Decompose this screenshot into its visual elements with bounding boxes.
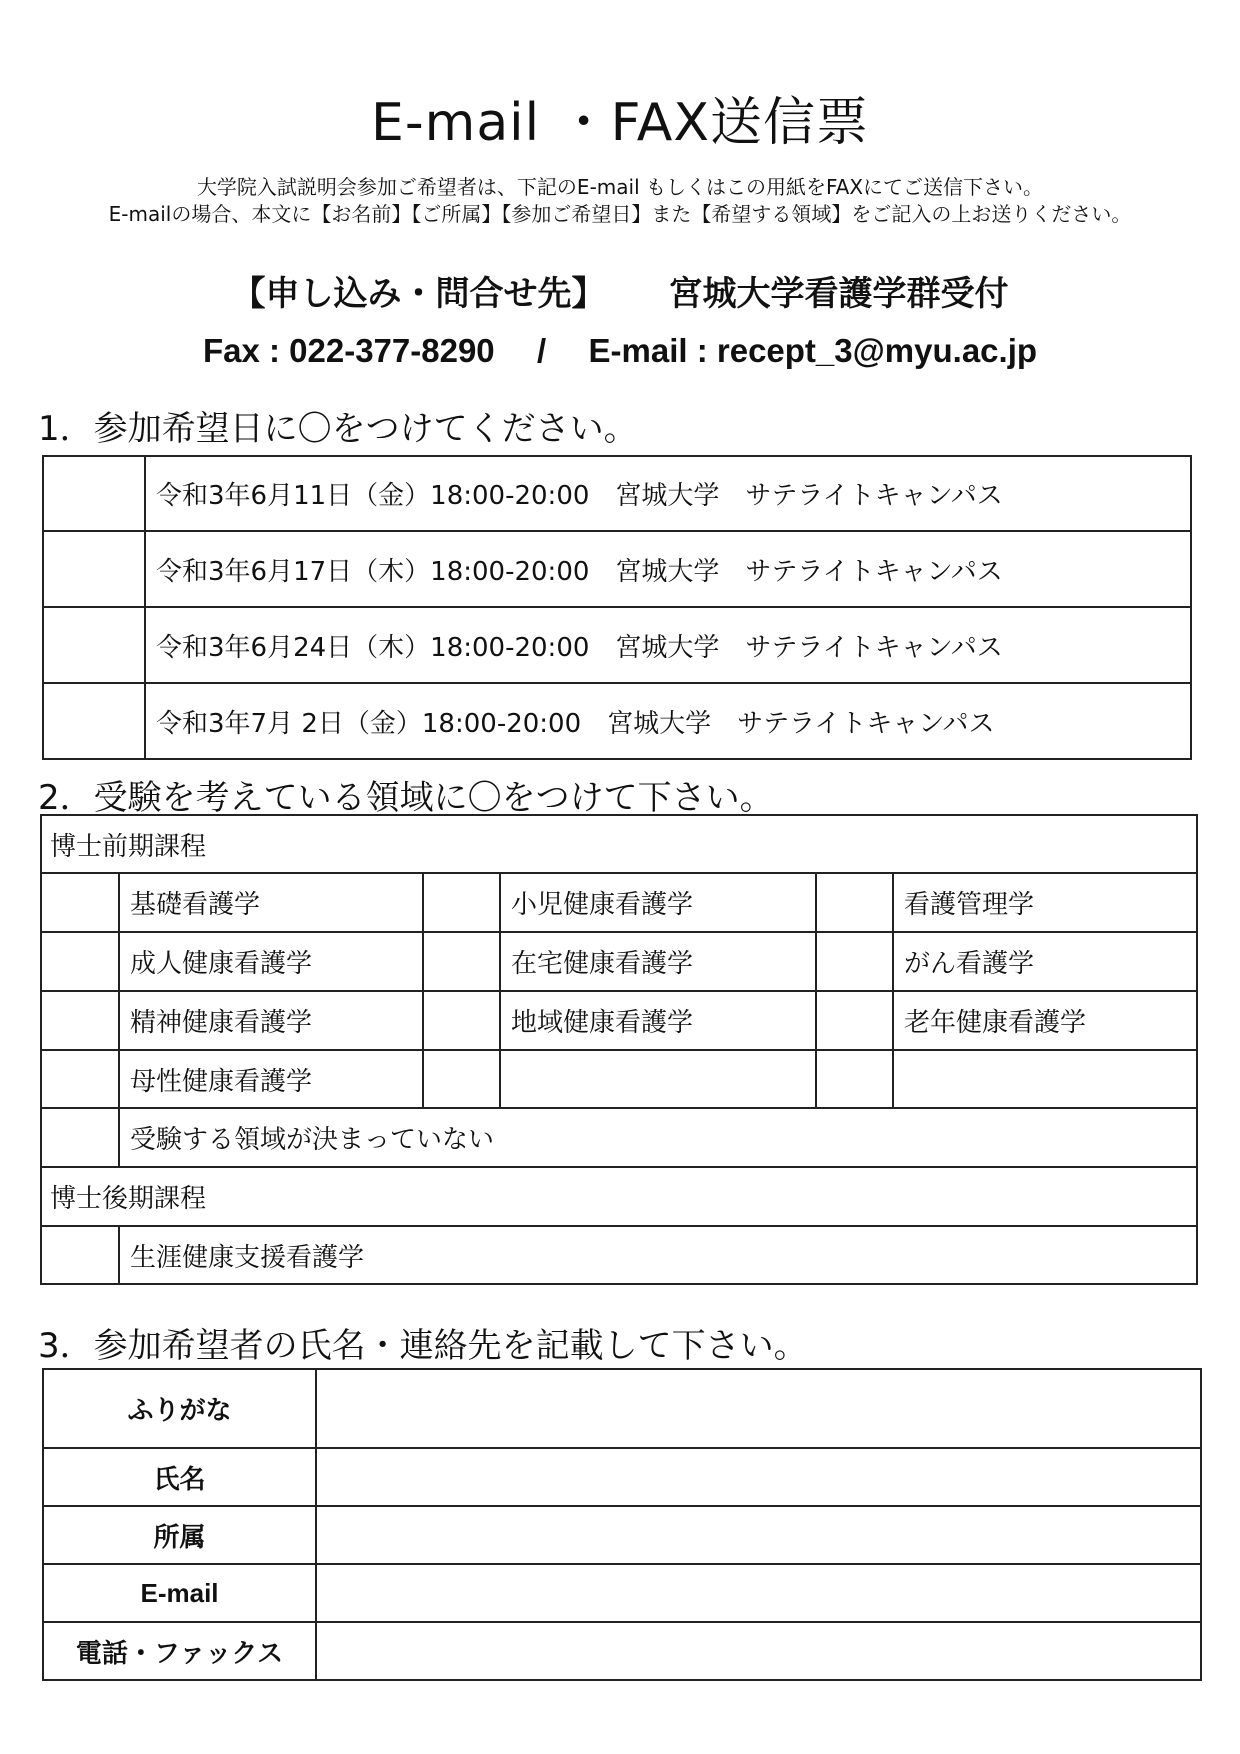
date-mark-cell[interactable]: [43, 531, 145, 607]
field-option: 在宅健康看護学: [500, 932, 816, 991]
name-label: 氏名: [43, 1448, 316, 1506]
field-mark-cell[interactable]: [41, 932, 119, 991]
email-label: E-mail: [43, 1564, 316, 1622]
field-row: [41, 1226, 1197, 1284]
page-title: E-mail ・FAX送信票: [371, 93, 869, 153]
field-mark-cell[interactable]: [816, 1050, 893, 1108]
field-mark-cell[interactable]: [816, 991, 893, 1050]
field-mark-cell[interactable]: [816, 932, 893, 991]
field-option: 小児健康看護学: [500, 873, 816, 932]
applicant-table: [42, 1368, 1202, 1681]
field-table: [40, 814, 1198, 1285]
intro-line-2: E-mailの場合、本文に【お名前】【ご所属】【参加ご希望日】また【希望する領域】をご記入の上お送りください。: [108, 202, 1132, 226]
field-option: 老年健康看護学: [893, 991, 1197, 1050]
phone-fax-field[interactable]: [316, 1622, 1201, 1680]
email-address[interactable]: E-mail : recept_3@myu.ac.jp: [588, 332, 1038, 369]
field-option: [893, 1050, 1197, 1108]
field-row: [41, 873, 1197, 932]
field-option: 母性健康看護学: [119, 1050, 423, 1108]
date-row: [43, 683, 1191, 759]
field-mark-cell[interactable]: [41, 1050, 119, 1108]
field-option: 基礎看護学: [119, 873, 423, 932]
field-option: 成人健康看護学: [119, 932, 423, 991]
furigana-label: ふりがな: [43, 1369, 316, 1448]
date-mark-cell[interactable]: [43, 456, 145, 531]
name-field[interactable]: [316, 1448, 1201, 1506]
affiliation-field[interactable]: [316, 1506, 1201, 1564]
furigana-field[interactable]: [316, 1369, 1201, 1448]
field-row: [41, 932, 1197, 991]
date-row: [43, 607, 1191, 683]
section1-title: 1．参加希望日に〇をつけてください。: [38, 409, 638, 449]
date-option: 令和3年7月 2日（金）18:00-20:00 宮城大学 サテライトキャンパス: [145, 683, 1191, 759]
field-option: 看護管理学: [893, 873, 1197, 932]
field-mark-cell[interactable]: [816, 873, 893, 932]
contact-organization: 宮城大学看護学群受付: [668, 275, 1009, 313]
field-mark-cell[interactable]: [41, 873, 119, 932]
field-mark-cell[interactable]: [423, 1050, 500, 1108]
field-option: 地域健康看護学: [500, 991, 816, 1050]
field-option: がん看護学: [893, 932, 1197, 991]
section3-title: 3．参加希望者の氏名・連絡先を記載して下さい。: [38, 1326, 808, 1366]
fax-number: Fax : 022-377-8290: [202, 332, 495, 369]
date-option: 令和3年6月17日（木）18:00-20:00 宮城大学 サテライトキャンパス: [145, 531, 1191, 607]
field-mark-cell[interactable]: [41, 1108, 119, 1167]
date-table: [42, 455, 1192, 760]
field-mark-cell[interactable]: [41, 1226, 119, 1284]
field-mark-cell[interactable]: [423, 991, 500, 1050]
field-row: [41, 1050, 1197, 1108]
field-row: [41, 1108, 1197, 1167]
field-option: [500, 1050, 816, 1108]
doctor-course-header: 博士後期課程: [41, 1167, 1197, 1226]
contact-separator: /: [537, 332, 547, 369]
field-mark-cell[interactable]: [41, 991, 119, 1050]
contact-heading: [0, 266, 1240, 315]
date-mark-cell[interactable]: [43, 683, 145, 759]
contact-info: [0, 332, 1240, 370]
email-field[interactable]: [316, 1564, 1201, 1622]
date-row: [43, 456, 1191, 531]
date-mark-cell[interactable]: [43, 607, 145, 683]
field-option: 精神健康看護学: [119, 991, 423, 1050]
date-option: 令和3年6月24日（木）18:00-20:00 宮城大学 サテライトキャンパス: [145, 607, 1191, 683]
date-row: [43, 531, 1191, 607]
intro-line-1: 大学院入試説明会参加ご希望者は、下記のE-mail もしくはこの用紙をFAXにてご送信下さい。: [196, 175, 1044, 199]
field-mark-cell[interactable]: [423, 932, 500, 991]
field-row: [41, 991, 1197, 1050]
date-option: 令和3年6月11日（金）18:00-20:00 宮城大学 サテライトキャンパス: [145, 456, 1191, 531]
undecided-option: 受験する領域が決まっていない: [119, 1108, 1197, 1167]
contact-heading-label: 【申し込み・問合せ先】: [231, 275, 606, 313]
section2-title: 2．受験を考えている領域に〇をつけて下さい。: [38, 778, 774, 818]
field-mark-cell[interactable]: [423, 873, 500, 932]
affiliation-label: 所属: [43, 1506, 316, 1564]
master-course-header: 博士前期課程: [41, 815, 1197, 873]
phone-fax-label: 電話・ファックス: [43, 1622, 316, 1680]
doctor-field-option: 生涯健康支援看護学: [119, 1226, 1197, 1284]
